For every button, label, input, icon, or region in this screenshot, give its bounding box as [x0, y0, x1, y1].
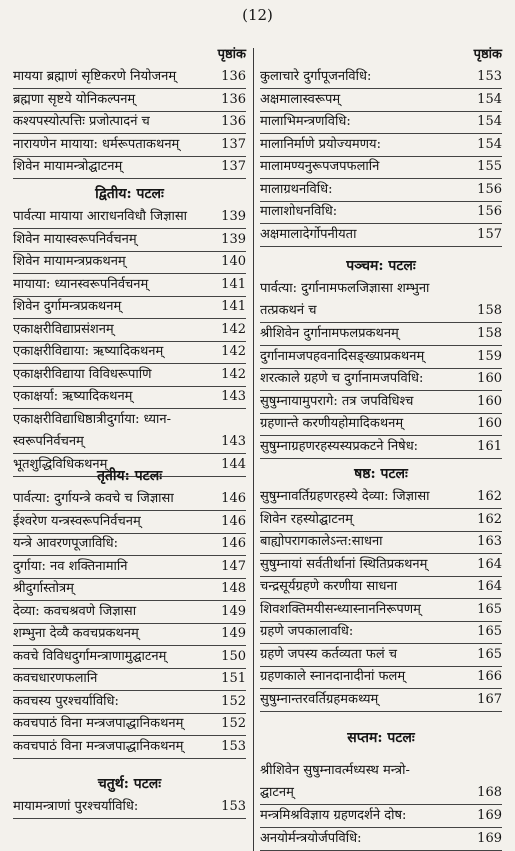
toc-entry [13, 274, 246, 297]
entry-page-number: 141 [221, 299, 246, 314]
toc-entry [13, 556, 246, 579]
toc-entry [260, 413, 502, 436]
entry-title: पार्वत्या मायाया आराधनविधौ जिज्ञासा [13, 209, 188, 224]
toc-entry [13, 713, 246, 736]
entry-title: दुर्गाया: नव शक्तिनामानि [13, 558, 128, 574]
entry-title: ग्रहणान्ते करणीयहोमादिकथनम् [260, 416, 404, 431]
page-number: (12) [242, 6, 273, 24]
toc-entry [13, 319, 246, 342]
entry-title: सुषुम्नान्तरवर्तिग्रहमकथ्यम् [260, 691, 379, 707]
entry-page-number: 140 [221, 254, 246, 269]
entry-title: सुषुम्नायां सर्वतीर्थानां स्थितिप्रकथनम् [260, 556, 428, 572]
entry-title: ग्रहणे जपस्य कर्तव्यता फलं च [260, 646, 398, 662]
entry-title: मायया ब्रह्माणं सृष्टिकरणे नियोजनम् [13, 69, 177, 84]
entry-title: एकाक्षरीविद्याया विविधरूपाणि [13, 366, 152, 382]
toc-entry [260, 509, 502, 532]
entry-title: शिवेन रहस्योद्घाटनम् [260, 511, 353, 527]
toc-entry [260, 278, 502, 323]
entry-title: एकाक्षरीविद्याप्रसंशनम् [13, 321, 114, 337]
entry-page-number: 156 [477, 181, 502, 197]
entry-page-number: 136 [221, 114, 246, 129]
entry-title: शिवेन मायास्वरूपनिर्वचनम् [13, 231, 137, 247]
entry-page-number: 161 [477, 438, 502, 454]
entry-page-number: 168 [477, 785, 502, 800]
chapter-heading: पञ्चम: पटलः [346, 258, 416, 274]
entry-title: मालाशोधनविधि: [260, 204, 338, 219]
toc-entry [13, 578, 246, 601]
toc-entry [13, 646, 246, 669]
entry-title: श्रीशिवेन दुर्गानामफलप्रकथनम् [260, 326, 399, 341]
entry-page-number: 154 [477, 136, 502, 152]
entry-title: शम्भुना देव्यै कवचप्रकथनम् [13, 626, 139, 641]
toc-entry [260, 666, 502, 689]
entry-page-number: 154 [477, 91, 502, 107]
entry-page-number: 164 [477, 556, 502, 572]
entry-page-number: 147 [221, 558, 246, 574]
toc-entry [13, 691, 246, 714]
entry-title: मालाभिमन्त्रणविधि: [260, 114, 351, 129]
entry-page-number: 137 [221, 136, 246, 152]
entry-page-number: 141 [221, 276, 246, 292]
entry-page-number: 148 [221, 581, 246, 596]
toc-entry [260, 201, 502, 224]
entry-title: मालानिर्माणे प्रयोज्यमणय: [260, 136, 381, 152]
toc-entry [260, 323, 502, 346]
entry-title: कवचे विविधदुर्गामन्त्राणामुद्घाटनम् [13, 648, 167, 664]
entry-title: शिवेन दुर्गामन्त्रप्रकथनम् [13, 299, 122, 314]
toc-entry [260, 224, 502, 247]
entry-title: शिवेन मायामन्त्रप्रकथनम् [13, 254, 126, 269]
toc-entry [13, 364, 246, 387]
toc-entry [13, 488, 246, 511]
toc-entry [260, 689, 502, 712]
entry-page-number: 160 [477, 393, 502, 409]
entry-page-number: 158 [477, 303, 502, 318]
toc-entry [260, 436, 502, 459]
chapter-heading: सप्तम: पटलः [347, 730, 415, 746]
entry-title: शिवेन मायामन्त्रोद्घाटनम् [13, 159, 123, 174]
entry-title: शरत्काले ग्रहणे च दुर्गानामजपविधि: [260, 371, 424, 386]
toc-entry [13, 296, 246, 319]
entry-title: एकाक्षरीविद्याया: ऋष्यादिकथनम् [13, 344, 164, 359]
toc-entry [13, 386, 246, 409]
chapter-heading: षष्ठ: पटलः [354, 466, 408, 482]
toc-entry [260, 346, 502, 369]
entry-title: दुर्गानामजपहवनादिसङ्ख्याप्रकथनम् [260, 348, 425, 364]
entry-title: पार्वत्या: दुर्गायन्त्रे कवचे च जिज्ञासा [13, 491, 174, 506]
entry-title: यन्त्रे आवरणपूजाविधि: [13, 536, 119, 551]
toc-entry [13, 229, 246, 252]
entry-title: श्रीशिवेन सुषुम्नावर्त्मध्यस्थ मन्त्रो- [260, 763, 410, 778]
entry-title: कवचपाठं विना मन्त्रजपाद्धानिकथनम् [13, 738, 184, 754]
entry-title: मन्त्रमिश्रविज्ञाय ग्रहणदर्शने दोष: [260, 808, 407, 823]
entry-page-number: 155 [477, 159, 502, 174]
entry-page-number: 149 [221, 603, 246, 619]
entry-page-number: 165 [477, 646, 502, 662]
entry-title: कश्यपस्योत्पत्तिः प्रजोत्पादनं च [13, 114, 150, 129]
toc-entry [260, 391, 502, 414]
toc-entry [260, 576, 502, 599]
entry-page-number: 169 [477, 808, 502, 823]
toc-entry [260, 621, 502, 644]
entry-page-number: 146 [221, 536, 246, 551]
entry-title: एकाक्षर्या: ऋष्यादिकथनम् [13, 389, 133, 404]
toc-entry [260, 599, 502, 622]
toc-entry [13, 601, 246, 624]
toc-entry [13, 409, 246, 454]
entry-page-number: 146 [221, 491, 246, 506]
toc-entry [13, 251, 246, 274]
entry-title: मालाग्रथनविधि: [260, 181, 333, 197]
entry-title: अनयोर्मन्त्रयोर्जपविधि: [260, 830, 362, 846]
entry-page-number: 166 [477, 669, 502, 684]
entry-title: मायामन्त्राणां पुरश्चर्याविधि: [13, 799, 139, 814]
entry-page-number: 149 [221, 626, 246, 641]
entry-title: सुषुम्नाग्रहणरहस्यस्यप्रकटने निषेध: [260, 438, 419, 454]
toc-entry [260, 805, 502, 828]
entry-title: मालामण्यनुरूपजपफलानि [260, 159, 380, 174]
entry-title: ब्रह्मणा सृष्टये योनिकल्पनम् [13, 91, 136, 107]
entry-title: कवचपाठं विना मन्त्रजपाद्धानिकथनम् [13, 716, 184, 731]
entry-page-number: 160 [477, 371, 502, 386]
entry-page-number: 167 [477, 691, 502, 707]
entry-page-number: 142 [221, 321, 246, 337]
entry-title: सुषुम्नायामुपरागे: तत्र जपविधिश्च [260, 393, 414, 409]
entry-page-number: 153 [477, 69, 502, 84]
entry-page-number: 163 [477, 534, 502, 549]
chapter-heading: द्वितीय: पटलः [95, 186, 164, 202]
entry-title: कवचधारणफलानि [13, 671, 98, 686]
entry-page-number: 159 [477, 348, 502, 364]
toc-entry [260, 486, 502, 509]
toc-entry [13, 736, 246, 759]
entry-page-number: 165 [477, 624, 502, 639]
toc-entry [260, 828, 502, 851]
toc-entry [260, 89, 502, 112]
entry-page-number: 158 [477, 326, 502, 341]
toc-entry [260, 111, 502, 134]
entry-page-number: 164 [477, 579, 502, 594]
entry-title: नारायणेन मायाया: धर्मरूपताकथनम् [13, 136, 180, 152]
toc-entry [260, 531, 502, 554]
entry-title: कुलाचारे दुर्गापूजनविधि: [260, 69, 372, 84]
entry-title: श्रीदुर्गास्तोत्रम् [13, 581, 74, 596]
entry-title: कवचस्य पुरश्चर्याविधि: [13, 693, 119, 709]
entry-title: एकाक्षरीविद्याधिष्ठात्रीदुर्गाया: ध्यान- [13, 411, 172, 427]
entry-title-continued: तत्प्रकथनं च [260, 303, 317, 318]
entry-page-number: 151 [221, 671, 246, 686]
entry-title-continued: द्घाटनम् [260, 785, 294, 800]
toc-entry [13, 511, 246, 534]
page-column-header: पृष्ठांक [473, 47, 502, 62]
entry-page-number: 150 [221, 648, 246, 664]
entry-title: चन्द्रसूर्यग्रहणे करणीया साधना [260, 579, 398, 594]
toc-entry [13, 796, 246, 819]
entry-page-number: 162 [477, 489, 502, 504]
entry-page-number: 162 [477, 511, 502, 527]
entry-page-number: 143 [221, 389, 246, 404]
page-column-header: पृष्ठांक [217, 47, 246, 62]
entry-page-number: 139 [221, 209, 246, 224]
entry-page-number: 160 [477, 416, 502, 431]
entry-title: अक्षमालास्वरूपम् [260, 91, 341, 107]
entry-title: ईश्वरेण यन्त्रस्वरूपनिर्वचनम् [13, 513, 141, 529]
entry-title: ग्रहणकाले स्नानदानादीनां फलम् [260, 669, 406, 684]
entry-page-number: 136 [221, 69, 246, 84]
toc-entry [260, 179, 502, 202]
entry-page-number: 152 [221, 693, 246, 709]
entry-page-number: 156 [477, 204, 502, 219]
toc-entry [13, 533, 246, 556]
entry-page-number: 137 [221, 159, 246, 174]
toc-entry [13, 156, 246, 179]
toc-entry [260, 368, 502, 391]
chapter-heading: चतुर्थ: पटलः [97, 776, 162, 792]
entry-page-number: 154 [477, 114, 502, 129]
entry-title: सुषुम्नावर्तिग्रहणरहस्ये देव्या: जिज्ञासा [260, 489, 430, 504]
toc-entry [260, 156, 502, 179]
toc-entry [13, 111, 246, 134]
toc-entry [13, 341, 246, 364]
toc-entry [260, 644, 502, 667]
entry-title: अक्षमालादेर्गोपनीयता [260, 226, 357, 242]
chapter-heading: तृतीय: पटलः [96, 468, 163, 484]
entry-page-number: 144 [221, 456, 246, 472]
entry-page-number: 139 [221, 231, 246, 247]
toc-entry [13, 89, 246, 112]
entry-page-number: 169 [477, 830, 502, 846]
entry-page-number: 136 [221, 91, 246, 107]
entry-page-number: 146 [221, 513, 246, 529]
entry-title: भूतशुद्धिविधिकथनम् [13, 456, 108, 472]
entry-page-number: 152 [221, 716, 246, 731]
toc-entry [13, 66, 246, 89]
entry-page-number: 142 [221, 366, 246, 382]
toc-entry [260, 66, 502, 89]
entry-title-continued: स्वरूपनिर्वचनम् [13, 433, 84, 449]
toc-entry [13, 206, 246, 229]
toc-entry [260, 760, 502, 805]
toc-entry [13, 668, 246, 691]
column-divider [253, 48, 254, 851]
entry-page-number: 153 [221, 738, 246, 754]
entry-title: देव्या: कवचश्रवणे जिज्ञासा [13, 603, 137, 619]
entry-title: मायाया: ध्यानस्वरूपनिर्वचनम् [13, 276, 149, 292]
toc-entry [13, 623, 246, 646]
entry-page-number: 143 [221, 433, 246, 449]
entry-page-number: 157 [477, 226, 502, 242]
entry-title: ग्रहणे जपकालावधि: [260, 624, 354, 639]
entry-page-number: 153 [221, 799, 246, 814]
entry-title: शिवशक्तिमयीसन्ध्यास्नाननिरूपणम् [260, 601, 421, 617]
entry-page-number: 142 [221, 344, 246, 359]
entry-title: बाह्योपरागकालेऽन्त:साधना [260, 534, 383, 549]
toc-entry [260, 554, 502, 577]
entry-title: पार्वत्या: दुर्गानामफलजिज्ञासा शम्भुना [260, 281, 430, 296]
toc-entry [260, 134, 502, 157]
entry-page-number: 165 [477, 601, 502, 617]
toc-entry [13, 134, 246, 157]
